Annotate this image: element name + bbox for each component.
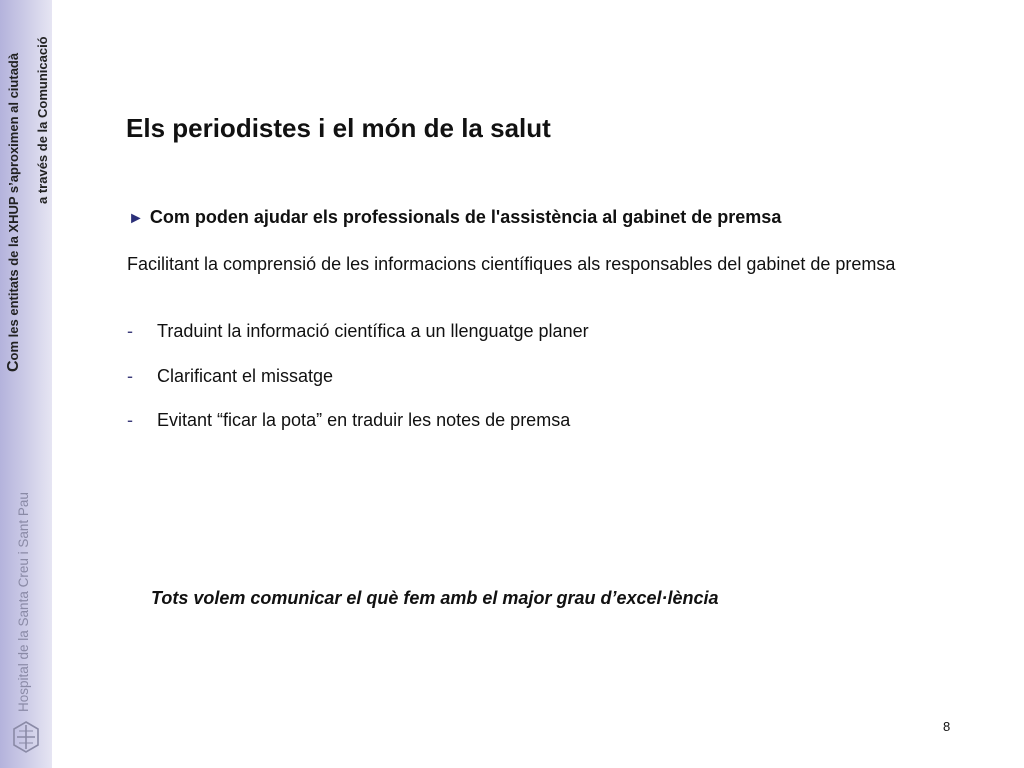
subtitle-line1-text: om les entitats de la XHUP s’aproximen al ciutadà: [6, 52, 21, 361]
hospital-logo-icon: [11, 720, 41, 754]
closing-statement: Tots volem comunicar el què fem amb el major grau d’excel·lència: [151, 588, 719, 608]
list-item-text: Traduint la informació científica a un llenguatge planer: [157, 321, 589, 341]
sidebar-subtitle-line2: a través de la Comunicació: [35, 36, 50, 204]
dash-bullet: -: [127, 321, 133, 341]
paragraph: Facilitant la comprensió de les informacions científiques als responsables del gabinet de premsa: [127, 254, 896, 274]
sidebar: [0, 0, 52, 768]
lead-text: Com poden ajudar els professionals de l'assistència al gabinet de premsa: [149, 207, 782, 227]
lead-bullet: [128, 207, 968, 228]
list-item: [127, 366, 333, 387]
list-item-text: Evitant “ficar la pota” en traduir les notes de premsa: [157, 410, 571, 430]
hospital-name: Hospital de la Santa Creu i Sant Pau: [16, 492, 31, 712]
dash-bullet: -: [127, 366, 133, 386]
subtitle-initial: C: [5, 360, 22, 372]
list-item: [127, 321, 589, 342]
slide-title: Els periodistes i el món de la salut: [126, 113, 551, 143]
sidebar-subtitle-line1: [5, 53, 23, 372]
list-item: [127, 410, 570, 431]
arrow-icon: ►: [128, 210, 144, 227]
page-number: 8: [943, 719, 951, 734]
list-item-text: Clarificant el missatge: [157, 366, 334, 386]
dash-bullet: -: [127, 410, 133, 430]
